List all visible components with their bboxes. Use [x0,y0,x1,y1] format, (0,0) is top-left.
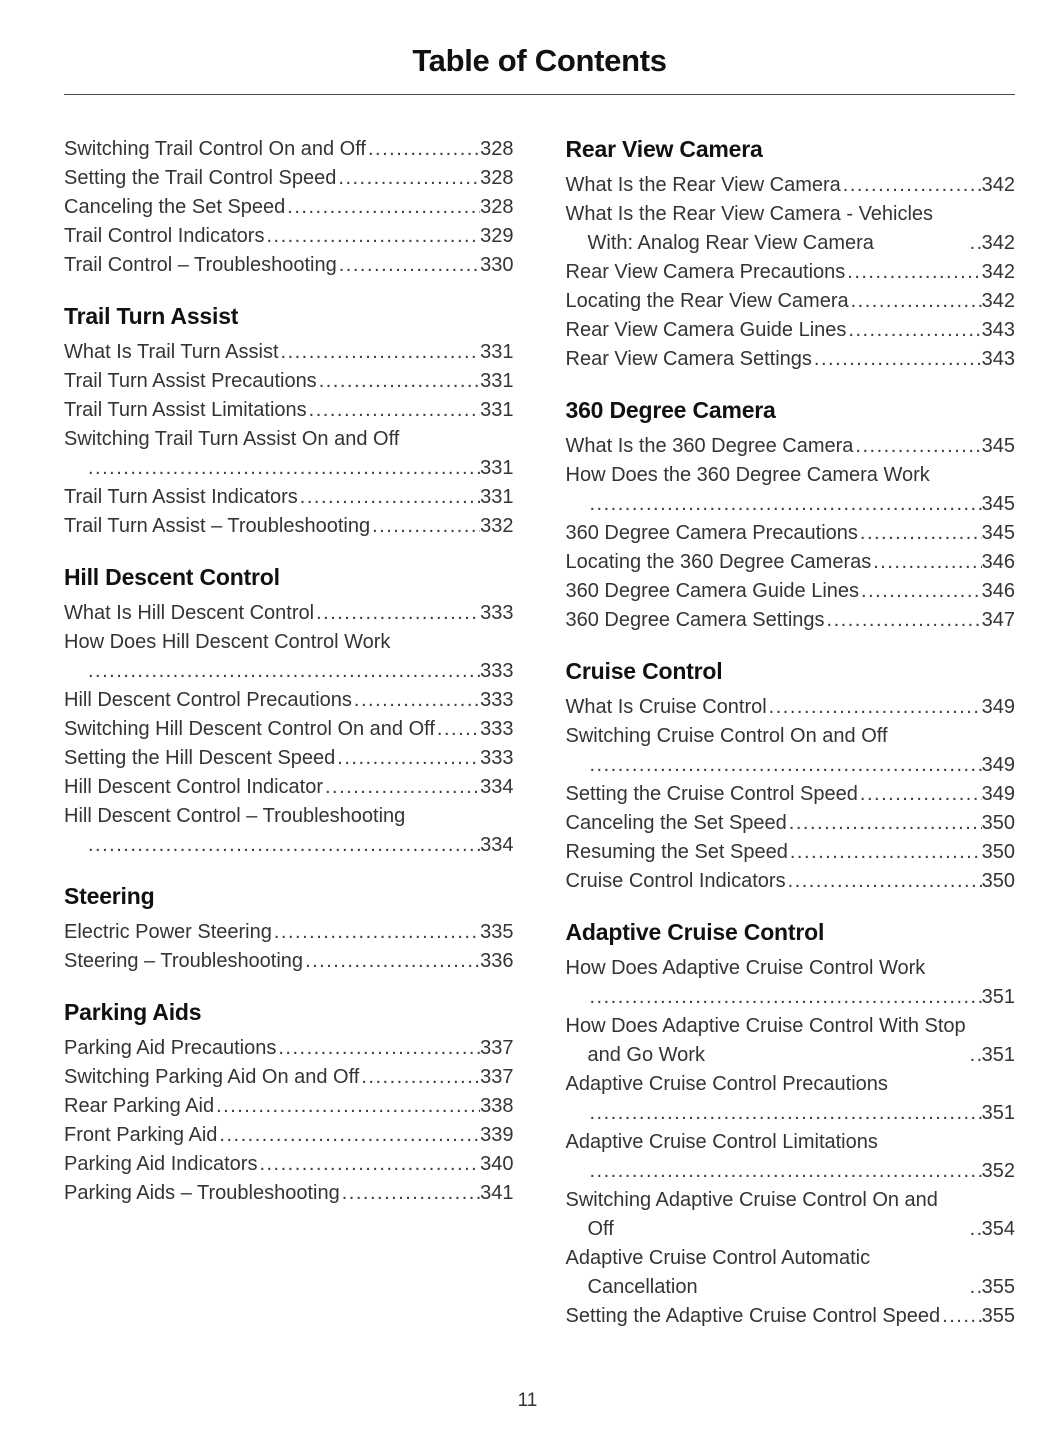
toc-entry[interactable] [64,947,514,976]
toc-entry[interactable] [64,918,514,947]
toc-entry-label: 360 Degree Camera Precautions [565,522,858,544]
toc-entry-label: Front Parking Aid [64,1124,218,1146]
toc-entry-page: 342 [981,174,1015,196]
toc-entry-page: 331 [480,399,514,421]
dot-leader [859,577,982,606]
dot-leader [264,222,480,251]
toc-entry-label: Trail Turn Assist Precautions [64,370,317,392]
toc-entry-page: 333 [480,602,514,624]
toc-entry-label: Trail Control – Troubleshooting [64,254,337,276]
toc-entry[interactable] [566,258,1016,287]
toc-entry[interactable] [64,135,514,164]
toc-entry[interactable] [64,599,514,628]
toc-entry-page: 350 [981,870,1015,892]
toc-entry-label: Rear View Camera Precautions [565,261,846,283]
toc-entry[interactable] [64,164,514,193]
toc-entry-page: 334 [480,776,514,798]
toc-entry-page: 328 [480,167,514,189]
title-divider [64,94,1015,95]
dot-leader [767,693,982,722]
toc-entry[interactable] [566,1012,1016,1070]
toc-entry[interactable] [64,251,514,280]
dot-leader [352,686,480,715]
section-heading: Rear View Camera [565,136,763,162]
toc-entry-page: 331 [480,370,514,392]
toc-entry-page: 343 [981,348,1015,370]
toc-entry-page: 350 [981,812,1015,834]
dot-leader [86,657,480,686]
dot-leader [841,171,982,200]
toc-entry[interactable] [566,867,1016,896]
toc-entry-label: Electric Power Steering [64,921,272,943]
toc-entry-label: Hill Descent Control – Troubleshooting [64,805,406,827]
toc-entry-label: Adaptive Cruise Control Precautions [565,1073,888,1095]
toc-entry-label: Parking Aid Precautions [64,1037,277,1059]
toc-entry-page: 354 [981,1218,1015,1240]
dot-leader [588,490,982,519]
toc-section [566,918,1016,1331]
dot-leader [588,1099,982,1128]
dot-leader [214,1092,480,1121]
section-heading: Trail Turn Assist [64,303,239,329]
toc-entry[interactable] [566,809,1016,838]
toc-section [64,882,514,976]
toc-entry-page: 355 [981,1276,1015,1298]
dot-leader [787,809,982,838]
dot-leader [323,773,480,802]
toc-section [64,998,514,1208]
toc-entry-page: 347 [981,609,1015,631]
toc-entry-label: What Is Hill Descent Control [64,602,315,624]
toc-entry-label: Setting the Adaptive Cruise Control Speed [565,1305,941,1327]
toc-entry-label: Hill Descent Control Indicator [64,776,323,798]
dot-leader [340,1179,480,1208]
toc-entry-page: 345 [981,493,1015,515]
toc-entry[interactable] [566,838,1016,867]
dot-leader [272,918,480,947]
toc-entry-label: What Is the Rear View Camera [565,174,841,196]
toc-section [566,396,1016,635]
toc-section [64,563,514,860]
dot-leader [786,867,982,896]
toc-entry[interactable] [64,686,514,715]
dot-leader [812,345,982,374]
toc-entry-label: Parking Aids – Troubleshooting [64,1182,340,1204]
dot-leader [849,287,982,316]
dot-leader [317,367,480,396]
toc-entry-label: Trail Turn Assist Indicators [64,486,298,508]
toc-entry[interactable] [566,1186,1016,1244]
dot-leader [858,519,982,548]
toc-entry-label: Resuming the Set Speed [565,841,788,863]
toc-entry-page: 338 [480,1095,514,1117]
dot-leader [588,751,982,780]
toc-entry-label: How Does Adaptive Cruise Control Work [565,957,926,979]
toc-entry[interactable] [566,577,1016,606]
dot-leader [825,606,982,635]
toc-entry-page: 355 [981,1305,1015,1327]
toc-entry[interactable] [566,171,1016,200]
dot-leader [968,1215,982,1244]
toc-entry-page: 330 [480,254,514,276]
toc-entry-label: What Is the Rear View Camera - Vehicles With: Analog Rear View Camera [565,203,934,254]
toc-section [566,135,1016,374]
toc-entry[interactable] [566,200,1016,258]
toc-entry[interactable] [64,483,514,512]
toc-entry-label: Canceling the Set Speed [565,812,787,834]
dot-leader [845,258,981,287]
dot-leader [335,744,480,773]
section-heading: Parking Aids [64,999,202,1025]
dot-leader [968,1273,982,1302]
toc-entry-page: 342 [981,232,1015,254]
toc-entry[interactable] [64,222,514,251]
dot-leader [846,316,981,345]
toc-entry-page: 333 [480,660,514,682]
toc-entry[interactable] [64,512,514,541]
toc-entry-page: 328 [480,138,514,160]
toc-entry-page: 339 [480,1124,514,1146]
dot-leader [366,135,480,164]
toc-entry[interactable] [566,1070,1016,1128]
toc-entry[interactable] [64,773,514,802]
dot-leader [858,780,982,809]
toc-entry-page: 333 [480,718,514,740]
toc-entry-label: Adaptive Cruise Control Automatic Cancellation [565,1247,871,1298]
toc-entry-page: 337 [480,1066,514,1088]
toc-entry-label: Locating the 360 Degree Cameras [565,551,872,573]
toc-entry[interactable] [64,338,514,367]
toc-entry[interactable] [64,193,514,222]
toc-entry[interactable] [566,345,1016,374]
toc-entry-page: 349 [981,754,1015,776]
section-heading: Steering [64,883,155,909]
toc-entry-page: 331 [480,486,514,508]
toc-entry[interactable] [64,396,514,425]
toc-entry[interactable] [64,1034,514,1063]
toc-entry[interactable] [64,715,514,744]
toc-entry[interactable] [64,367,514,396]
dot-leader [788,838,982,867]
toc-entry[interactable] [566,461,1016,519]
toc-entry-label: 360 Degree Camera Guide Lines [565,580,860,602]
toc-columns [64,135,1015,1331]
section-heading: Hill Descent Control [64,564,280,590]
dot-leader [298,483,480,512]
dot-leader [588,1157,982,1186]
toc-entry-page: 343 [981,319,1015,341]
toc-entry[interactable] [566,519,1016,548]
toc-entry[interactable] [566,548,1016,577]
toc-entry[interactable] [566,287,1016,316]
toc-entry[interactable] [566,1302,1016,1331]
toc-entry-page: 351 [981,986,1015,1008]
toc-section [566,657,1016,896]
section-heading: 360 Degree Camera [565,397,776,423]
toc-entry-label: Trail Turn Assist – Troubleshooting [64,515,371,537]
toc-entry-label: Hill Descent Control Precautions [64,689,352,711]
toc-section [64,302,514,541]
toc-entry[interactable] [64,628,514,686]
toc-entry[interactable] [64,1063,514,1092]
page-number: 11 [517,1390,538,1411]
toc-entry-label: Switching Trail Turn Assist On and Off [64,428,400,450]
toc-entry-page: 332 [480,515,514,537]
dot-leader [86,831,480,860]
dot-leader [588,983,982,1012]
toc-entry-label: Switching Cruise Control On and Off [565,725,888,747]
toc-entry-page: 349 [981,783,1015,805]
toc-entry-label: Locating the Rear View Camera [565,290,849,312]
toc-entry-page: 342 [981,290,1015,312]
toc-entry-label: Trail Turn Assist Limitations [64,399,307,421]
dot-leader [307,396,480,425]
toc-entry-label: Setting the Hill Descent Speed [64,747,336,769]
toc-entry-label: How Does Adaptive Cruise Control With Stop and Go Work [565,1015,966,1066]
toc-entry[interactable] [566,606,1016,635]
toc-entry-page: 351 [981,1102,1015,1124]
toc-entry-page: 346 [981,551,1015,573]
toc-entry-page: 331 [480,457,514,479]
toc-entry-page: 345 [981,435,1015,457]
toc-entry-label: Switching Parking Aid On and Off [64,1066,360,1088]
toc-entry-label: Cruise Control Indicators [565,870,786,892]
toc-entry-label: Rear Parking Aid [64,1095,215,1117]
dot-leader [370,512,480,541]
toc-entry-page: 335 [480,921,514,943]
toc-entry-page: 334 [480,834,514,856]
toc-entry-label: Switching Trail Control On and Off [64,138,366,160]
toc-entry-label: Trail Control Indicators [64,225,265,247]
dot-leader [435,715,480,744]
toc-entry-page: 328 [480,196,514,218]
toc-entry-page: 345 [981,522,1015,544]
toc-entry-page: 341 [480,1182,514,1204]
toc-entry[interactable] [64,802,514,860]
toc-entry[interactable] [566,432,1016,461]
toc-entry-label: Adaptive Cruise Control Limitations [565,1131,878,1153]
toc-entry[interactable] [64,1179,514,1208]
dot-leader [359,1063,480,1092]
dot-leader [336,164,480,193]
toc-entry-page: 340 [480,1153,514,1175]
toc-entry-page: 342 [981,261,1015,283]
toc-section [64,135,514,280]
toc-entry-page: 352 [981,1160,1015,1182]
toc-entry-page: 350 [981,841,1015,863]
dot-leader [285,193,480,222]
dot-leader [940,1302,981,1331]
page-title: Table of Contents [412,43,667,78]
toc-entry-page: 331 [480,341,514,363]
dot-leader [276,1034,480,1063]
toc-entry-label: Steering – Troubleshooting [64,950,304,972]
toc-entry-page: 351 [981,1044,1015,1066]
toc-entry-label: Parking Aid Indicators [64,1153,258,1175]
toc-entry[interactable] [64,1121,514,1150]
toc-entry[interactable] [566,1244,1016,1302]
toc-entry[interactable] [566,780,1016,809]
dot-leader [303,947,480,976]
dot-leader [314,599,480,628]
toc-entry-page: 333 [480,689,514,711]
toc-entry-label: Rear View Camera Settings [565,348,812,370]
dot-leader [968,229,982,258]
dot-leader [853,432,981,461]
toc-entry-label: What Is Trail Turn Assist [64,341,279,363]
toc-entry[interactable] [64,744,514,773]
toc-entry-label: Rear View Camera Guide Lines [565,319,847,341]
section-heading: Adaptive Cruise Control [565,919,825,945]
toc-entry-label: What Is Cruise Control [565,696,767,718]
toc-entry-page: 349 [981,696,1015,718]
toc-entry-label: Switching Hill Descent Control On and Off [64,718,435,740]
toc-entry[interactable] [64,425,514,483]
toc-entry-label: Setting the Trail Control Speed [64,167,337,189]
dot-leader [968,1041,982,1070]
toc-entry-label: Canceling the Set Speed [64,196,286,218]
toc-entry-page: 329 [480,225,514,247]
section-heading: Cruise Control [565,658,723,684]
dot-leader [86,454,480,483]
toc-column-left [64,135,514,1331]
toc-entry-label: How Does the 360 Degree Camera Work [565,464,930,486]
toc-entry[interactable] [566,316,1016,345]
toc-column-right [566,135,1016,1331]
toc-entry[interactable] [566,722,1016,780]
toc-entry-page: 346 [981,580,1015,602]
toc-entry[interactable] [566,693,1016,722]
toc-entry[interactable] [566,954,1016,1012]
toc-entry-label: Setting the Cruise Control Speed [565,783,858,805]
dot-leader [257,1150,480,1179]
toc-entry-label: Switching Adaptive Cruise Control On and Off [565,1189,938,1240]
toc-entry-label: How Does Hill Descent Control Work [64,631,391,653]
toc-entry-label: What Is the 360 Degree Camera [565,435,854,457]
dot-leader [337,251,480,280]
dot-leader [871,548,981,577]
toc-entry-label: 360 Degree Camera Settings [565,609,825,631]
toc-entry[interactable] [566,1128,1016,1186]
toc-entry-page: 337 [480,1037,514,1059]
toc-entry-page: 333 [480,747,514,769]
toc-entry-page: 336 [480,950,514,972]
dot-leader [279,338,481,367]
toc-entry[interactable] [64,1092,514,1121]
toc-entry[interactable] [64,1150,514,1179]
dot-leader [217,1121,480,1150]
